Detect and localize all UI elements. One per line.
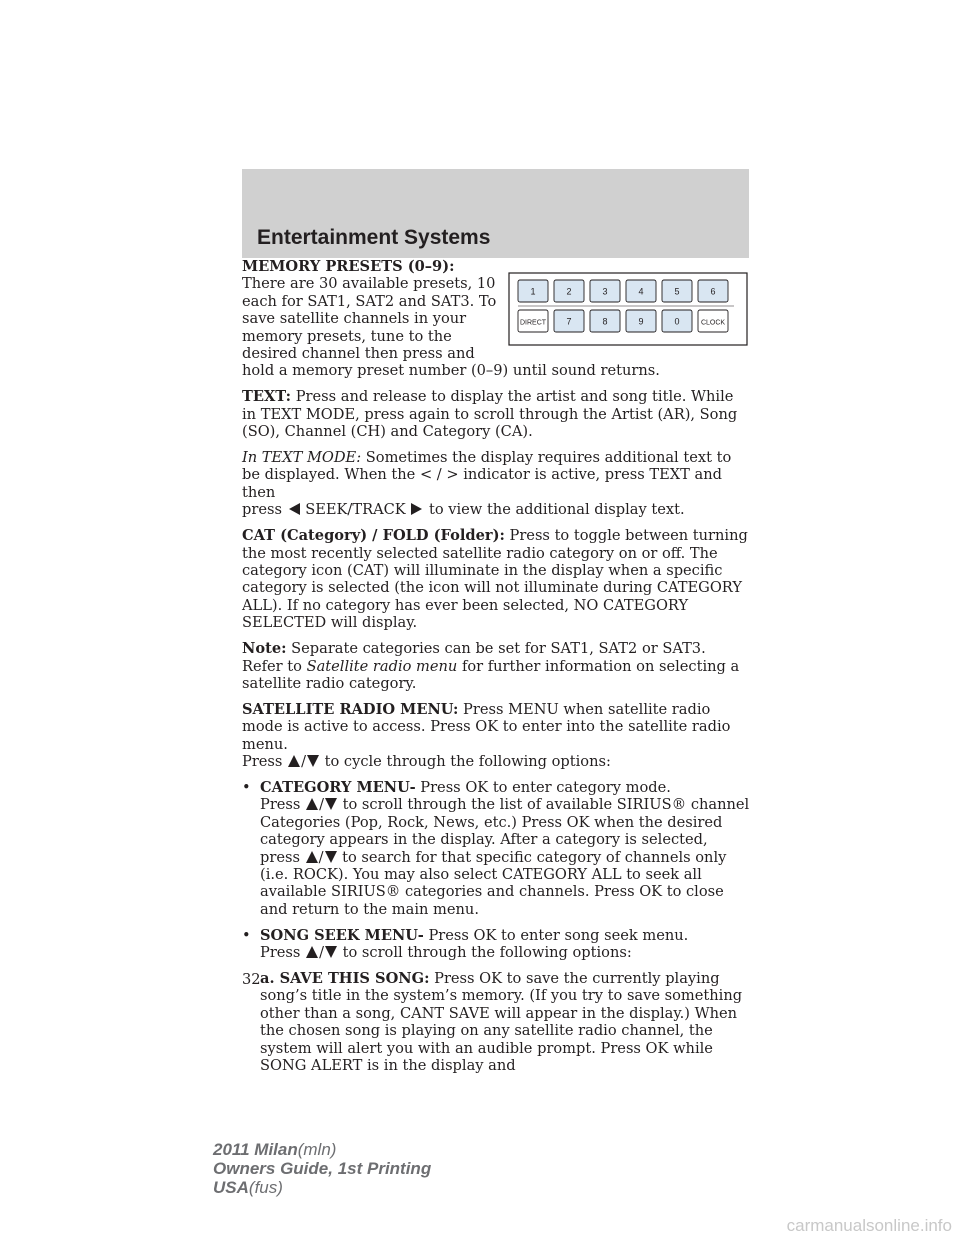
preset-button-label: 4 [638, 286, 644, 297]
category-menu-press2: press [260, 848, 300, 866]
save-this-song-label: a. SAVE THIS SONG: [260, 970, 430, 988]
cat-text: Press to toggle between turning the most recently selected satellite radio category on or off. The category icon (CAT) will illuminate in the display when a specific category is selected (the icon will not illuminate during CATEGORY ALL). If no category has ever been selected, NO CATEGORY SELECTED will display. [242, 527, 748, 632]
note-paragraph [242, 640, 752, 692]
text-mode-label: In TEXT MODE: [242, 449, 362, 467]
text-text: Press and release to display the artist and song title. While in TEXT MODE, press again to scroll through the Artist (AR), Song (SO), Channel (CH) and Category (CA). [242, 388, 738, 441]
footer-model: 2011 Milan [213, 1140, 298, 1159]
seek-track-label: SEEK/TRACK [305, 501, 406, 519]
note-label: Note: [242, 640, 287, 658]
down-arrow-icon [324, 945, 338, 959]
watermark: carmanualsonline.info [786, 1216, 952, 1235]
satellite-menu-label: SATELLITE RADIO MENU: [242, 700, 459, 718]
song-seek-menu-item: • SONG SEEK MENU- Press OK to enter song seek menu. Press / to scroll through the following options: a. SAVE THIS SONG: Press OK to save the currently playing song’s title in the system’s memory. (If you try to save something other than a song, CANT SAVE will appear in the display.) When the chosen song is playing on any satellite radio channel, the system will alert you with an audible prompt. Press OK while SONG ALERT is in the display and [242, 927, 752, 1075]
down-arrow-icon [306, 754, 320, 768]
preset-button-label: 0 [674, 316, 680, 327]
note-ref-tail: for further information on selecting a satellite radio category. [242, 657, 740, 692]
preset-button-label: 2 [566, 286, 572, 297]
note-text: Separate categories can be set for SAT1, SAT2 or SAT3. [291, 640, 706, 658]
memory-presets-text: There are 30 available presets, 10 each for SAT1, SAT2 and SAT3. To save satellite channels in your memory presets, tune to the desired channel then press and hold a memory preset number (0–9) until sound returns. [242, 275, 660, 380]
save-this-song-paragraph [260, 970, 752, 1074]
satellite-radio-menu-reference: Satellite radio menu [306, 657, 458, 675]
bullet-dot: • [242, 778, 251, 796]
category-menu-tail2: to search for that specific category of channels only [342, 848, 727, 866]
category-menu-tail1: to scroll through the list of available SIRIUS® channel [342, 796, 750, 814]
text-label: TEXT: [242, 388, 292, 406]
memory-presets-figure [508, 272, 748, 346]
footer-guide: Owners Guide, 1st Printing [213, 1159, 432, 1178]
preset-button-label: 5 [674, 286, 680, 297]
text-mode-tail: to view the additional display text. [428, 501, 685, 519]
page-body [242, 258, 752, 1083]
text-paragraph [242, 388, 752, 440]
save-this-song-text: Press OK to save the currently playing song’s title in the system’s memory. (If you try to save something other than a song, CANT SAVE will appear in the display.) When the chosen song is playing on any satellite radio channel, the system will alert you with an audible prompt. Press OK while SONG ALERT is in the display and [260, 970, 743, 1075]
category-menu-text2: Categories (Pop, Rock, News, etc.) Press OK when the desired category appears in the display. After a category is selected, [260, 813, 723, 849]
category-menu-press: Press [260, 796, 301, 814]
up-arrow-icon [305, 850, 319, 864]
song-seek-label: SONG SEEK MENU- [260, 926, 424, 944]
preset-button-label: 8 [602, 316, 608, 327]
category-menu-label: CATEGORY MENU- [260, 778, 416, 796]
page-number: 32 [242, 971, 261, 988]
satellite-menu-tail: to cycle through the following options: [324, 753, 611, 771]
bullet-dot: • [242, 926, 251, 944]
cat-paragraph [242, 527, 752, 631]
category-menu-text: Press OK to enter category mode. [420, 778, 671, 796]
preset-button-label: 1 [530, 286, 536, 297]
preset-button-label: 3 [602, 286, 608, 297]
footer-region: USA [213, 1178, 249, 1197]
satellite-menu-text: Press MENU when satellite radio mode is active to access. Press OK to enter into the satellite radio menu. [242, 700, 731, 753]
song-seek-tail: to scroll through the following options: [342, 944, 632, 962]
preset-button-label: 7 [566, 316, 572, 327]
category-menu-text3: (i.e. ROCK). You may also select CATEGORY ALL to seek all available SIRIUS® categories and channels. Press OK to close and return to the main menu. [260, 866, 724, 918]
memory-presets-label: MEMORY PRESETS (0–9): [242, 258, 455, 275]
satellite-menu-paragraph: SATELLITE RADIO MENU: Press MENU when satellite radio mode is active to access. Press OK to enter into the satellite radio menu. Press / to cycle through the following options: [242, 700, 731, 771]
up-arrow-icon [305, 797, 319, 811]
down-arrow-icon [324, 797, 338, 811]
preset-button-label: DIRECT [519, 319, 547, 327]
preset-button-label: 6 [710, 286, 716, 297]
cat-label: CAT (Category) / FOLD (Folder): [242, 527, 505, 545]
text-mode-text: Sometimes the display requires additional text to be displayed. When the < / > indicator is active, press TEXT and then [242, 449, 732, 501]
footer-model-code: (mln) [297, 1140, 337, 1159]
down-arrow-icon [324, 850, 338, 864]
song-seek-press: Press [260, 944, 301, 962]
seek-left-arrow-icon [287, 502, 301, 516]
preset-button-label: CLOCK [700, 319, 726, 327]
text-mode-paragraph [242, 449, 752, 519]
section-title: Entertainment Systems [257, 226, 491, 249]
print-footer [213, 1140, 431, 1197]
note-refer: Refer to [242, 657, 302, 675]
category-menu-item: • CATEGORY MENU- Press OK to enter category mode. Press / to scroll through the list of available SIRIUS® channel Categories (Pop, Rock, News, etc.) Press OK when the desired category appears in the display. After a category is selected, press / to search for that specific category of channels only (i.e. ROCK). You may also select CATEGORY ALL to seek all available SIRIUS® categories and channels. Press OK to close and return to the main menu. [242, 778, 750, 918]
footer-region-code: (fus) [248, 1178, 283, 1197]
up-arrow-icon [305, 945, 319, 959]
song-seek-text: Press OK to enter song seek menu. [428, 926, 689, 944]
text-mode-press: press [242, 501, 282, 519]
seek-right-arrow-icon [410, 502, 424, 516]
satellite-menu-press: Press [242, 753, 283, 771]
preset-button-label: 9 [638, 316, 644, 327]
up-arrow-icon [287, 754, 301, 768]
